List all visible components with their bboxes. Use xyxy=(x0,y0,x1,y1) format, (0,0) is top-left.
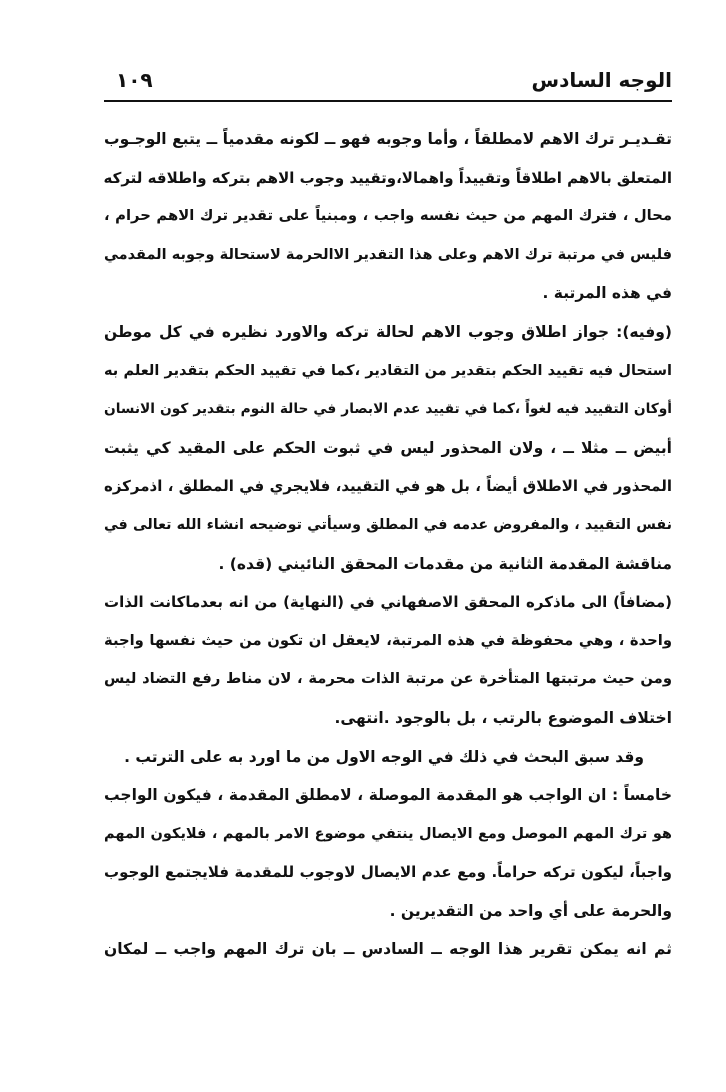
text-line-8: أوكان التقييد فيه لغواً ،كما في تقييد عدم الابصار في حالة النوم بتقدير كون الانسان xyxy=(104,401,672,418)
page-header xyxy=(104,60,672,102)
text-line-2: المتعلق بالاهم اطلاقاً وتقييداً واهمالا،وتقييد وجوب الاهم بتركه واطلاقه لتركه xyxy=(104,168,672,187)
text-line-13: (مضافاً) الى ماذكره المحقق الاصفهاني في (النهاية) من انه بعدماكانت الذات xyxy=(104,593,672,612)
text-line-3: محال ، فترك المهم من حيث نفسه واجب ، ومبنياً على تقدير ترك الاهم حرام ، xyxy=(104,207,672,225)
text-line-7: استحال فيه تقييد الحكم بتقدير من التقادير ،كما في تقييد الحكم بتقدير العلم به xyxy=(104,362,672,379)
text-line-6: (وفيه): جواز اطلاق وجوب الاهم لحالة تركه والاورد نظيره في كل موطن xyxy=(104,322,672,341)
text-line-5: في هذه المرتبة . xyxy=(542,284,672,303)
text-line-22: ثم انه يمكن تقرير هذا الوجه ــ السادس ــ بان ترك المهم واجب ــ لمكان xyxy=(104,940,672,959)
text-line-11: نفس التقييد ، والمفروض عدمه في المطلق وسيأتي توضيحه انشاء الله تعالى في xyxy=(104,516,672,533)
text-line-20: واجباً، ليكون تركه حراماً. ومع عدم الايصال لاوجوب للمقدمة فلايجتمع الوجوب xyxy=(104,863,672,882)
text-line-15: ومن حيث مرتبتها المتأخرة عن مرتبة الذات محرمة ، لان مناط رفع التضاد ليس xyxy=(104,670,672,688)
text-line-19: هو ترك المهم الموصل ومع الايصال ينتفي موضوع الامر بالمهم ، فلايكون المهم xyxy=(104,825,672,842)
text-line-17: وقد سبق البحث في ذلك في الوجه الاول من ما اورد به على الترتب . xyxy=(124,747,644,766)
text-line-16: اختلاف الموضوع بالرتب ، بل بالوجود .انتهى. xyxy=(334,708,672,727)
text-line-18: خامساً : ان الواجب هو المقدمة الموصلة ، لامطلق المقدمة ، فيكون الواجب xyxy=(104,786,672,805)
chapter-title: الوجه السادس xyxy=(531,68,672,92)
text-line-4: فليس في مرتبة ترك الاهم وعلى هذا التقدير الاالحرمة لاستحالة وجوبه المقدمي xyxy=(104,246,672,263)
text-line-14: واحدة ، وهي محفوظة في هذه المرتبة، لايعقل ان تكون من حيث نفسها واجبة xyxy=(104,631,672,649)
text-line-21: والحرمة على أي واحد من التقديرين . xyxy=(389,901,672,920)
text-line-9: أبيض ــ مثلا ــ ، ولان المحذور ليس في ثبوت الحكم على المقيد كي يثبت xyxy=(104,438,672,457)
text-line-10: المحذور في الاطلاق أيضاً ، بل هو في التقييد، فلايجري في المطلق ، اذمركزه xyxy=(104,477,672,496)
text-line-12: مناقشة المقدمة الثانية من مقدمات المحقق النائيني (قده) . xyxy=(218,554,672,573)
text-line-1: تقـديـر ترك الاهم لامطلقاً ، وأما وجوبه فهو ــ لكونه مقدمياً ــ يتبع الوجـوب xyxy=(104,130,672,148)
page-number: ١٠٩ xyxy=(116,68,153,92)
body-text xyxy=(104,120,672,969)
